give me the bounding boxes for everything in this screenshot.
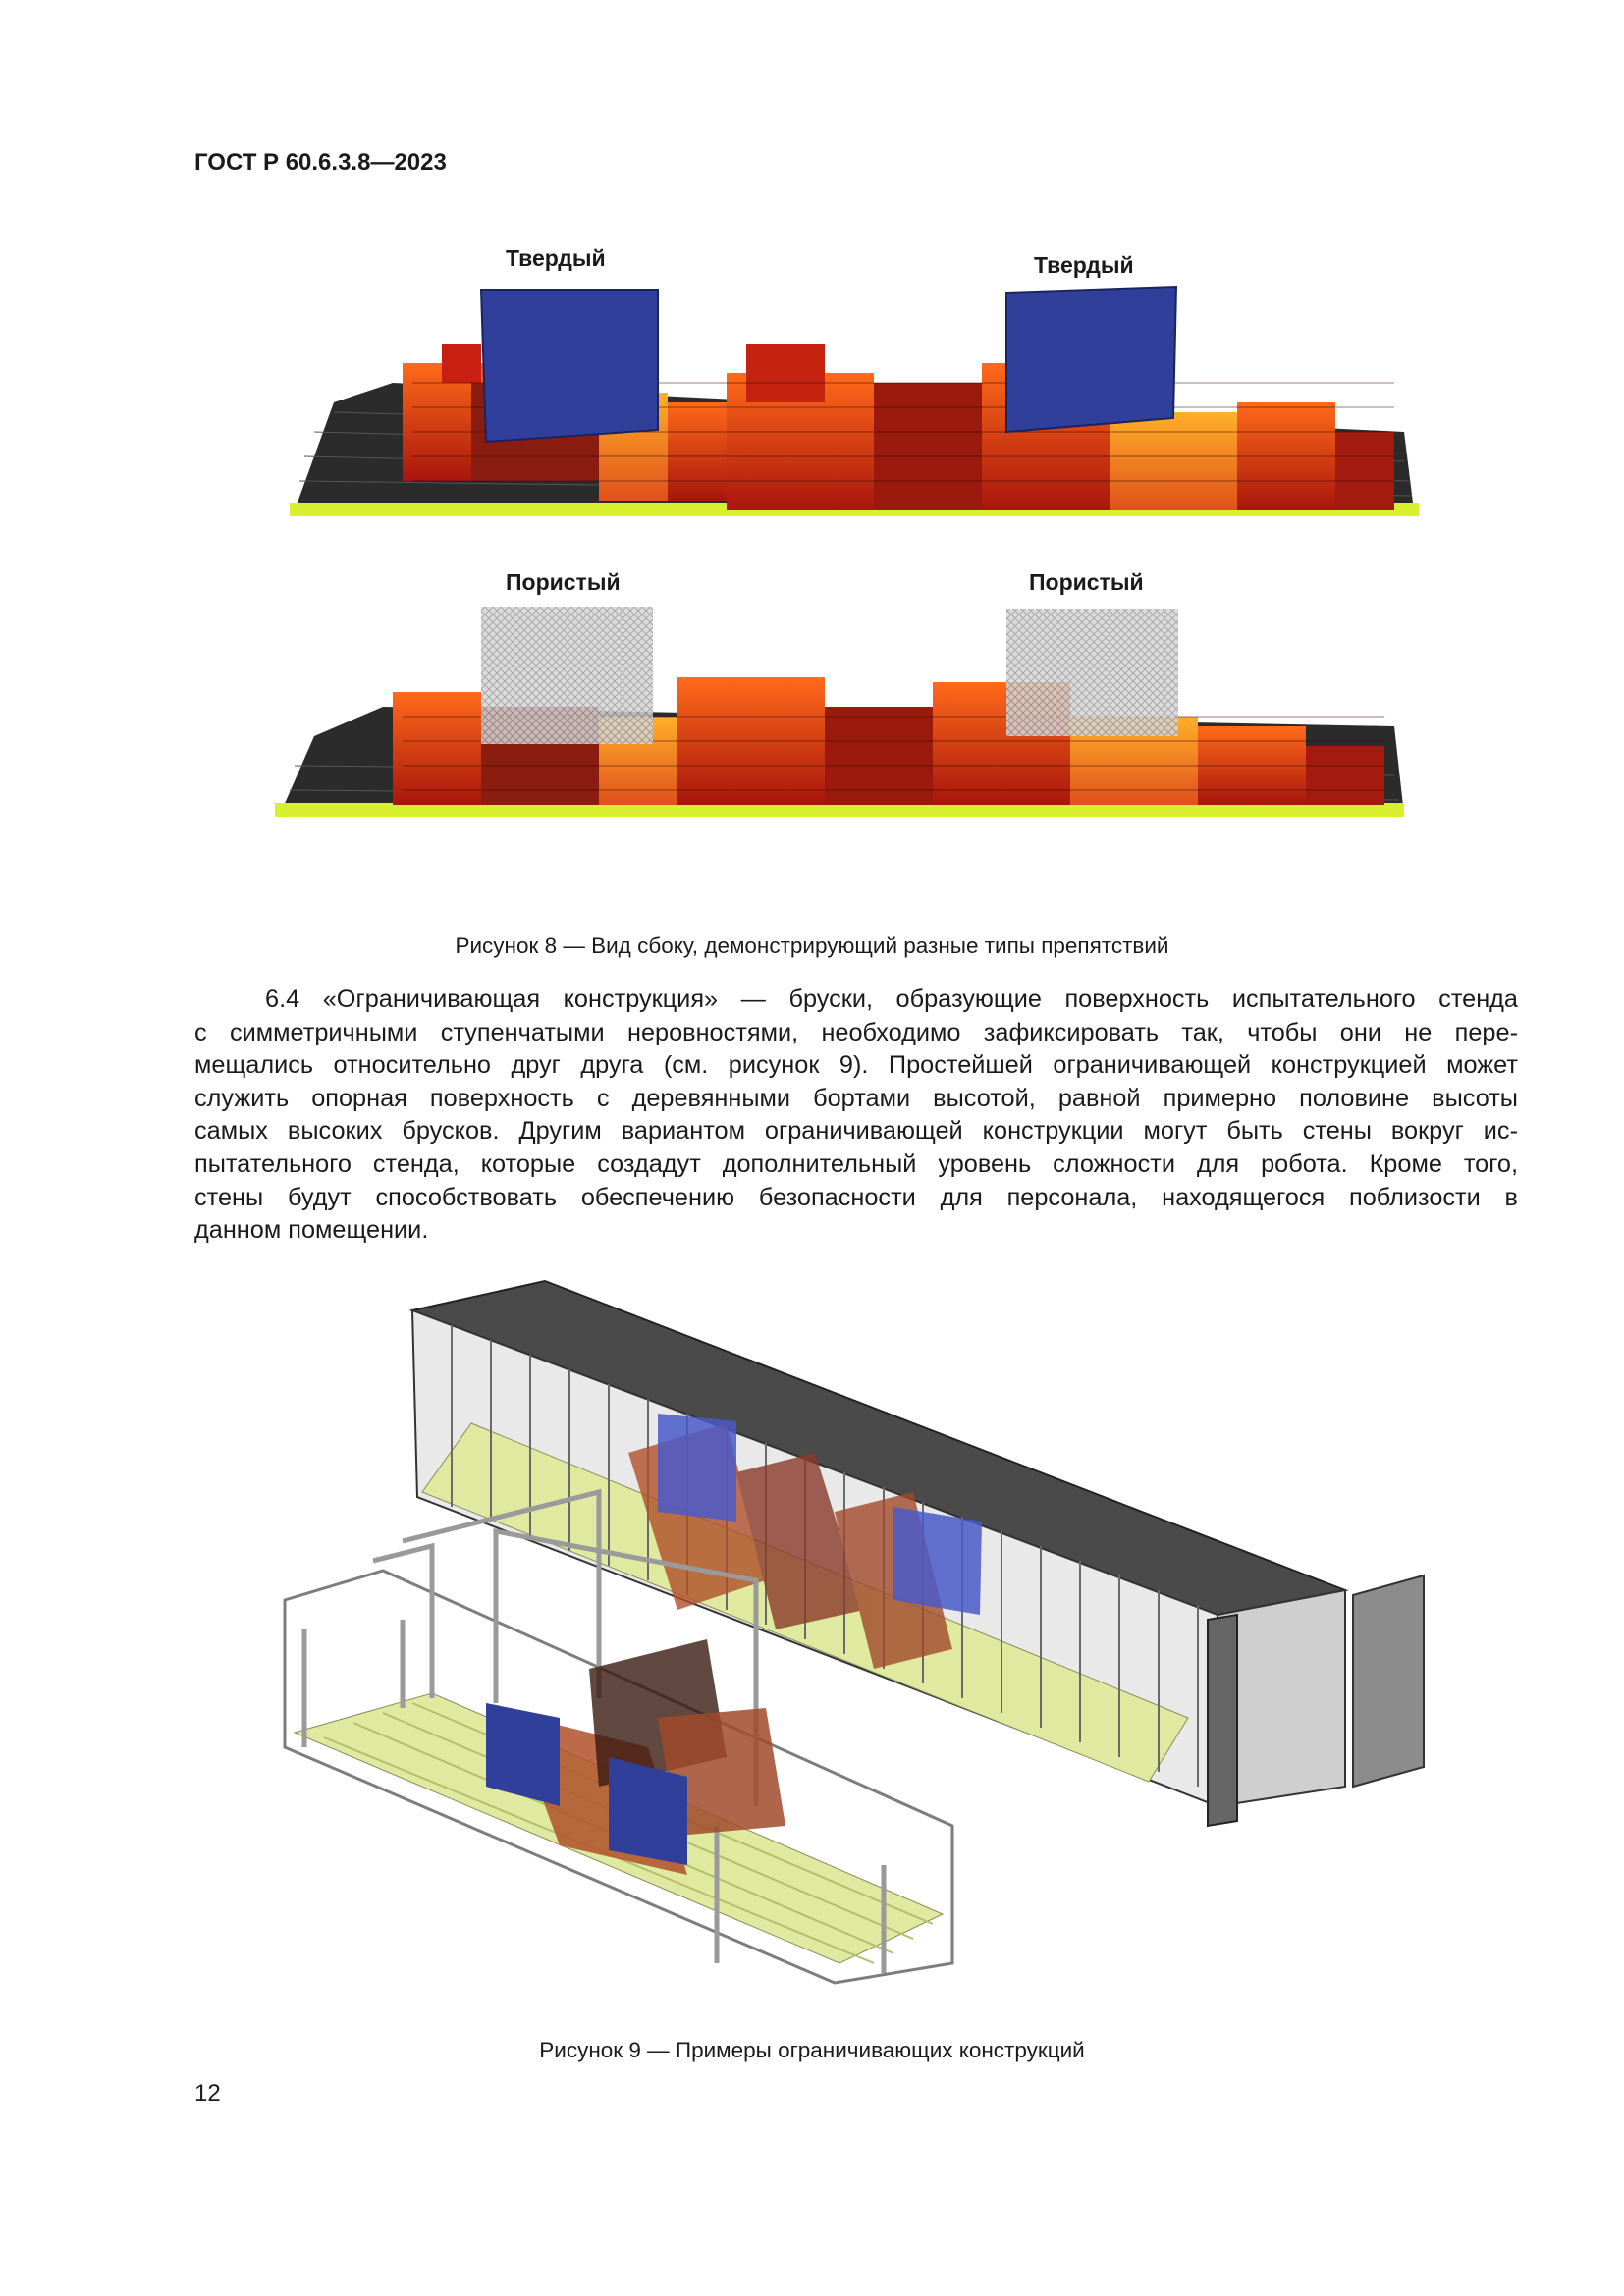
label-solid-right: Твердый <box>1034 252 1134 278</box>
page-number: 12 <box>194 2080 221 2107</box>
label-solid-left: Твердый <box>506 245 606 271</box>
figure8-caption: Рисунок 8 — Вид сбоку, демонстрирующий разные типы препятствий <box>455 934 1169 958</box>
label-porous-left: Пористый <box>506 569 621 595</box>
figure9-illustration <box>265 1276 1463 2002</box>
paragraph-line: пытательного стенда, которые создадут дополнительный уровень сложности для робота. Кроме того, <box>194 1149 1518 1178</box>
label-porous-right: Пористый <box>1029 569 1144 595</box>
document-code: ГОСТ Р 60.6.3.8—2023 <box>194 149 447 176</box>
paragraph-line: самых высоких брусков. Другим вариантом ограничивающей конструкции могут быть стены вокруг ис- <box>194 1117 1518 1146</box>
paragraph-line: стены будут способствовать обеспечению безопасности для персонала, находящегося поблизости в <box>194 1183 1518 1211</box>
figure8-solid-illustration <box>275 236 1434 530</box>
section-paragraph <box>194 984 1518 1248</box>
paragraph-line: данном помещении. <box>194 1216 429 1245</box>
paragraph-line: 6.4 «Ограничивающая конструкция» — бруски, образующие поверхность испытательного стенда <box>265 986 1518 1013</box>
paragraph-line: мещались относительно друг друга (см. рисунок 9). Простейшей ограничивающей конструкцией может <box>194 1051 1518 1080</box>
figure9-caption: Рисунок 9 — Примеры ограничивающих конструкций <box>539 2038 1085 2062</box>
paragraph-line: с симметричными ступенчатыми неровностями, необходимо зафиксировать так, чтобы они не пере- <box>194 1018 1518 1046</box>
figure8-porous-illustration <box>265 599 1424 834</box>
paragraph-line: служить опорная поверхность с деревянными бортами высотой, равной примерно половине высоты <box>194 1084 1518 1112</box>
